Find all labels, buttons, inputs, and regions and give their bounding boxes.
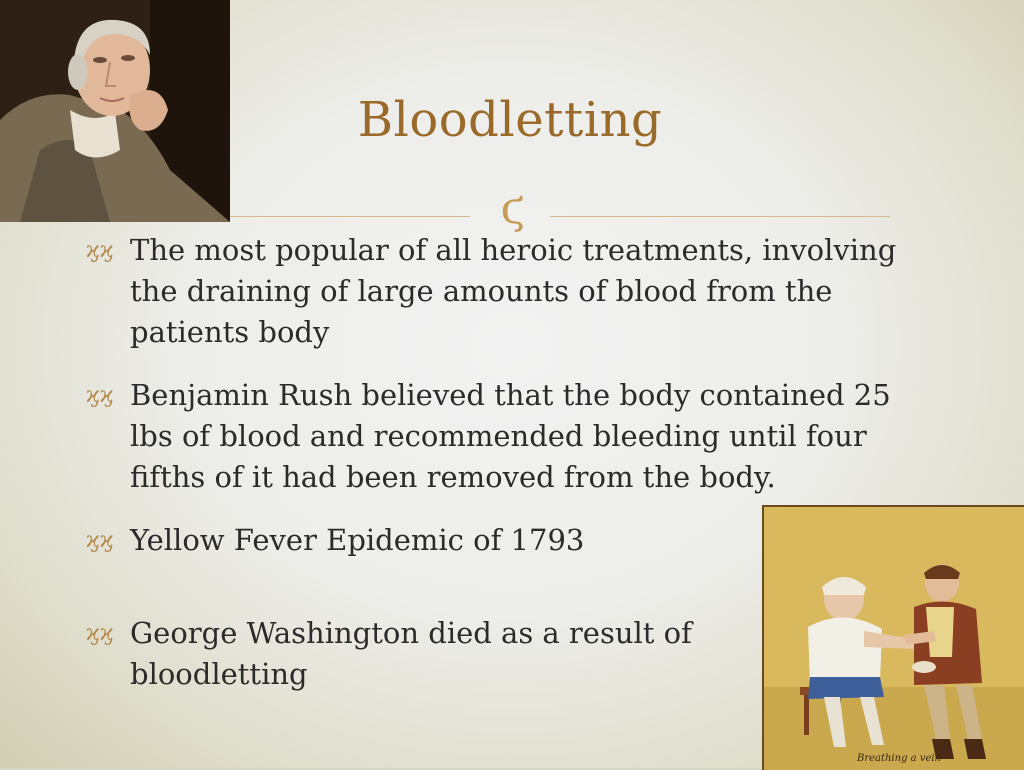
title-divider-right xyxy=(550,216,890,217)
bullet-item xyxy=(86,613,720,695)
title-divider-left xyxy=(230,216,470,217)
bullet-icon: ϗϗ xyxy=(86,528,114,553)
bullet-text: The most popular of all heroic treatments, involving the draining of large amounts of blood from the patients body xyxy=(130,233,897,349)
bullet-text: George Washington died as a result of bloodletting xyxy=(130,616,692,691)
bullet-icon: ϗϗ xyxy=(86,238,114,263)
bullet-text: Benjamin Rush believed that the body contained 25 lbs of blood and recommended bleeding until four fifths of it had been removed from the body. xyxy=(130,378,891,494)
bloodletting-cartoon-image xyxy=(762,505,1024,770)
portrait-image xyxy=(0,0,230,222)
bullet-text: Yellow Fever Epidemic of 1793 xyxy=(130,523,585,557)
slide-title: Bloodletting xyxy=(357,92,663,148)
bullet-icon: ϗϗ xyxy=(86,621,114,646)
cartoon-caption: Breathing a vein xyxy=(856,753,942,764)
bullet-item xyxy=(86,375,930,498)
bullet-icon: ϗϗ xyxy=(86,383,114,408)
cartoon-illustration xyxy=(764,507,1024,770)
ornament-icon: ϛ xyxy=(500,183,526,234)
portrait-illustration xyxy=(0,0,230,222)
bullet-item xyxy=(86,230,930,353)
